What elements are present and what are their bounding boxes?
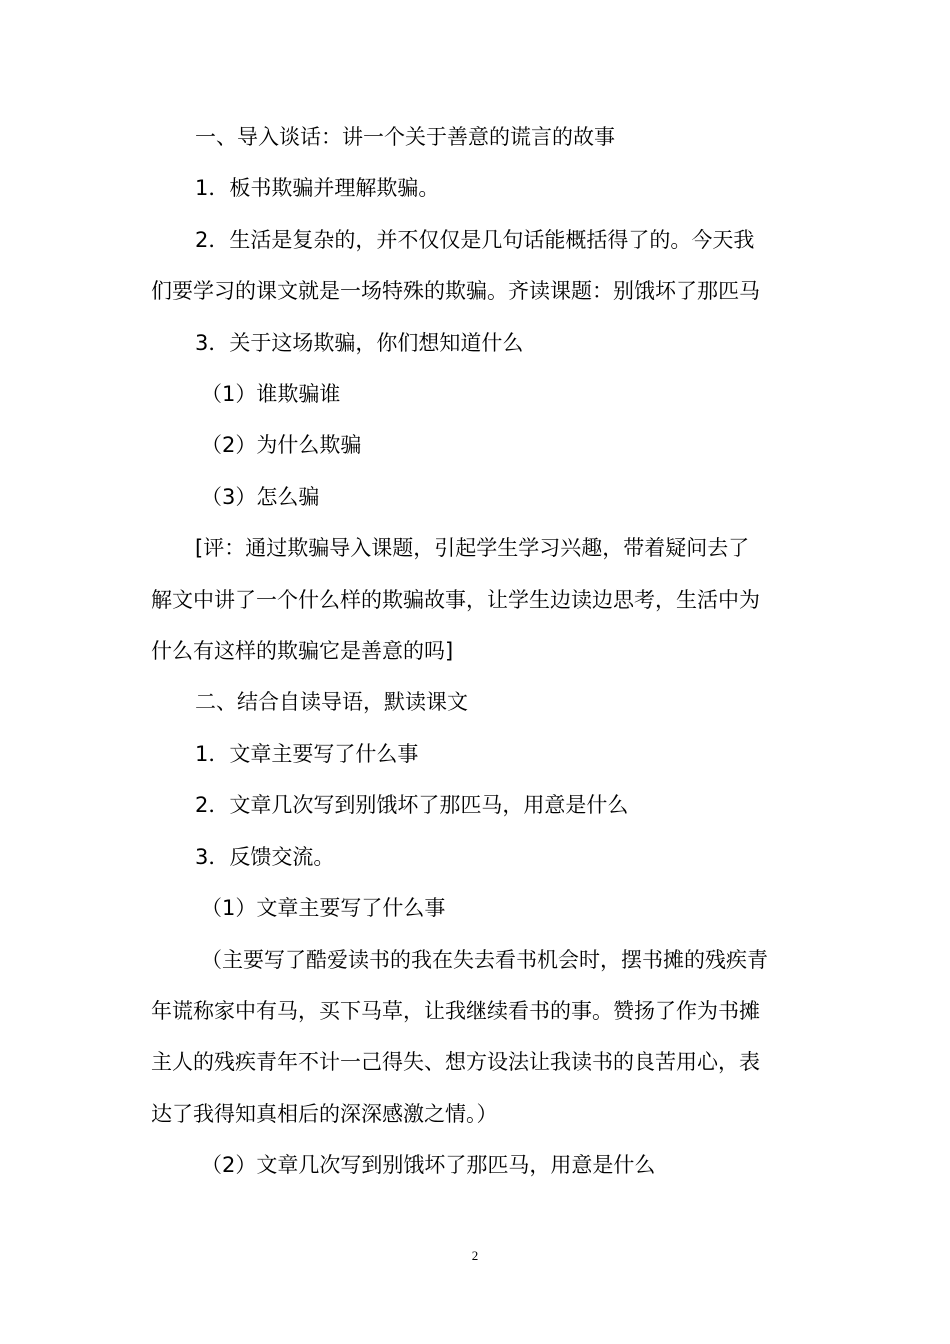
sub-list-item: （3）怎么骗: [201, 484, 320, 509]
answer-line: 年谎称家中有马，买下马草，让我继续看书的事。赞扬了作为书摊: [151, 998, 760, 1023]
list-item: 1．文章主要写了什么事: [195, 741, 419, 766]
comment-line: [评：通过欺骗导入课题，引起学生学习兴趣，带着疑问去了: [195, 536, 750, 561]
section-heading-reading: 二、结合自读导语，默读课文: [195, 690, 468, 715]
sub-list-item: （1）谁欺骗谁: [201, 382, 341, 407]
list-item: 2．文章几次写到别饿坏了那匹马，用意是什么: [195, 793, 629, 818]
answer-line: 达了我得知真相后的深深感激之情。）: [151, 1101, 498, 1126]
answer-line: 主人的残疾青年不计一己得失、想方设法让我读书的良苦用心，表: [151, 1050, 760, 1075]
text-line: 们要学习的课文就是一场特殊的欺骗。齐读课题：别饿坏了那匹马: [151, 279, 760, 304]
sub-list-item: （2）为什么欺骗: [201, 433, 362, 458]
list-item: 2．生活是复杂的，并不仅仅是几句话能概括得了的。今天我: [195, 227, 755, 252]
comment-line: 解文中讲了一个什么样的欺骗故事，让学生边读边思考，生活中为: [151, 587, 760, 612]
sub-list-item: （1）文章主要写了什么事: [201, 896, 446, 921]
list-item: 3．关于这场欺骗，你们想知道什么: [195, 330, 524, 355]
sub-list-item: （2）文章几次写到别饿坏了那匹马，用意是什么: [201, 1153, 656, 1178]
comment-line: 什么有这样的欺骗它是善意的吗]: [151, 639, 454, 664]
list-item: 1．板书欺骗并理解欺骗。: [195, 176, 440, 201]
page-number: 2: [471, 1248, 479, 1263]
section-heading-intro: 一、导入谈话：讲一个关于善意的谎言的故事: [195, 125, 615, 149]
answer-line: （主要写了酷爱读书的我在失去看书机会时，摆书摊的残疾青: [201, 947, 768, 972]
document-body: [151, 112, 801, 1192]
list-item: 3．反馈交流。: [195, 844, 335, 869]
